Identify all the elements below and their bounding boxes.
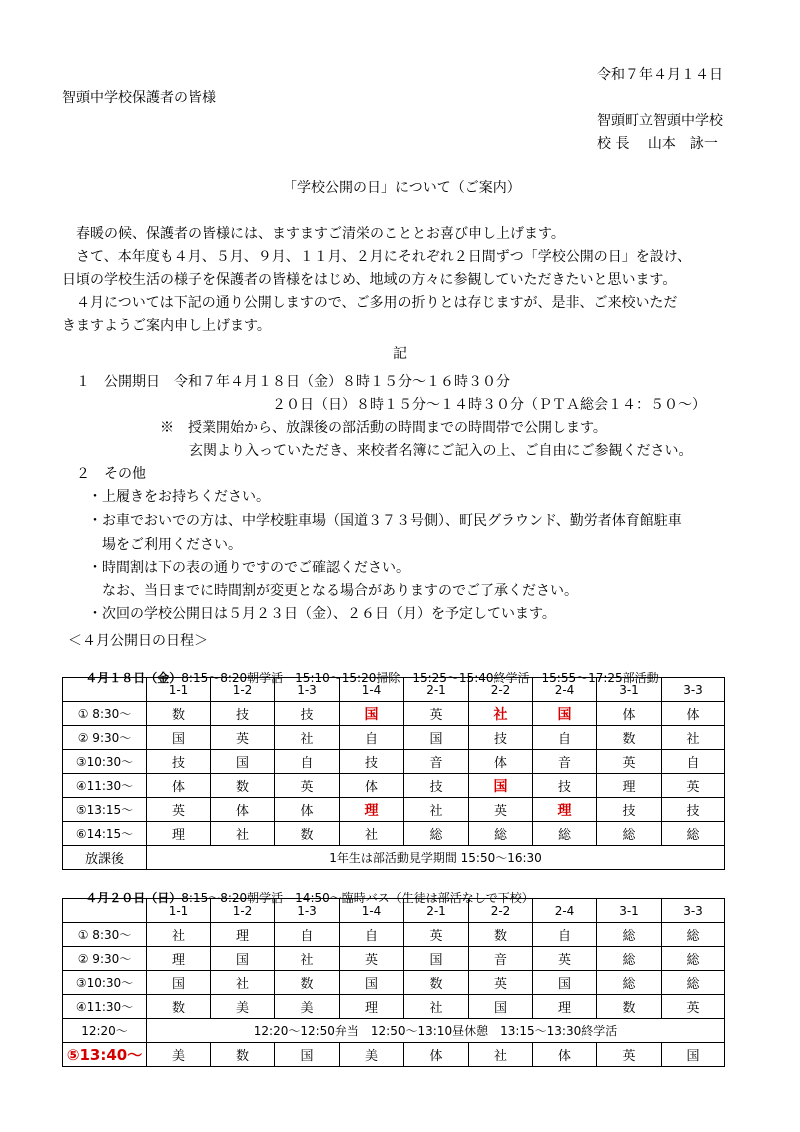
subject-cell: 国 [340, 971, 404, 995]
day1-schedule-table [62, 677, 725, 870]
subject-cell: 国 [340, 702, 404, 726]
subject-cell: 社 [404, 798, 469, 822]
last-period-row [63, 1043, 725, 1067]
subject-cell: 自 [533, 923, 597, 947]
corner-cell [63, 899, 147, 923]
subject-cell: 社 [211, 971, 275, 995]
subject-cell: 美 [340, 1043, 404, 1067]
subject-cell: 美 [211, 995, 275, 1019]
item2-line2: ・お車でおいでの方は、中学校駐車場（国道３７３号側）、町民グラウンド、勤労者体育館駐車 [88, 513, 682, 529]
table-row [63, 923, 725, 947]
subject-cell: 体 [275, 798, 340, 822]
subject-cell: 体 [597, 702, 662, 726]
subject-cell: 理 [340, 798, 404, 822]
item1-note1: ※ 授業開始から、放課後の部活動の時間までの時間帯で公開します。 [160, 420, 607, 436]
subject-cell: 数 [147, 995, 211, 1019]
item2-line3: 場をご利用ください。 [88, 537, 242, 553]
addressee: 智頭中学校保護者の皆様 [62, 90, 216, 106]
table-row [63, 726, 725, 750]
subject-cell: 数 [404, 971, 469, 995]
item2-line4: ・時間割は下の表の通りですのでご確認ください。 [88, 560, 410, 576]
subject-cell: 体 [147, 774, 211, 798]
subject-cell: 英 [597, 750, 662, 774]
day1-date: ４月１８日（金） [85, 671, 182, 685]
subject-cell: 技 [147, 750, 211, 774]
item2-line5: なお、当日までに時間割が変更となる場合がありますのでご了承ください。 [88, 583, 578, 599]
subject-cell: 技 [275, 702, 340, 726]
subject-cell: 技 [340, 750, 404, 774]
subject-cell: 体 [340, 774, 404, 798]
subject-cell: 社 [147, 923, 211, 947]
ki-mark: 記 [393, 346, 407, 362]
subject-cell: 社 [404, 995, 469, 1019]
subject-cell: 総 [597, 947, 662, 971]
class-header: 2-2 [469, 899, 533, 923]
table-header-row [63, 899, 725, 923]
subject-cell: 自 [340, 923, 404, 947]
item1-line2: ２０日（日）８時１５分～１４時３０分（ＰＴＡ総会１４：５０～） [272, 397, 706, 413]
subject-cell: 総 [662, 822, 725, 846]
subject-cell: 英 [469, 971, 533, 995]
subject-cell: 理 [597, 774, 662, 798]
subject-cell: 自 [533, 726, 597, 750]
class-header: 1-1 [147, 678, 211, 702]
subject-cell: 英 [340, 947, 404, 971]
period-label: ② 9:30～ [63, 947, 147, 971]
subject-cell: 英 [211, 726, 275, 750]
subject-cell: 英 [597, 1043, 662, 1067]
class-header: 1-3 [275, 678, 340, 702]
item2-heading: ２ その他 [76, 466, 146, 482]
subject-cell: 自 [340, 726, 404, 750]
subject-cell: 体 [211, 798, 275, 822]
subject-cell: 数 [275, 971, 340, 995]
subject-cell: 自 [275, 923, 340, 947]
table-row [63, 995, 725, 1019]
class-header: 3-3 [662, 678, 725, 702]
subject-cell: 技 [404, 774, 469, 798]
class-header: 2-4 [533, 899, 597, 923]
item1-line1: １ 公開期日 令和７年４月１８日（金）８時１５分～１６時３０分 [76, 374, 510, 390]
subject-cell: 音 [469, 947, 533, 971]
subject-cell: 技 [469, 726, 533, 750]
body-line-4: ４月については下記の通り公開しますので、ご多用の折りとは存じますが、是非、ご来校いただ [62, 295, 678, 311]
subject-cell: 英 [533, 947, 597, 971]
corner-cell [63, 678, 147, 702]
subject-cell: 国 [275, 1043, 340, 1067]
subject-cell: 自 [275, 750, 340, 774]
class-header: 2-2 [469, 678, 533, 702]
class-header: 3-1 [597, 678, 662, 702]
after-school-label: 放課後 [63, 846, 147, 870]
table-row [63, 822, 725, 846]
subject-cell: 技 [597, 798, 662, 822]
subject-cell: 国 [533, 702, 597, 726]
subject-cell: 総 [533, 822, 597, 846]
subject-cell: 国 [404, 726, 469, 750]
subject-cell: 数 [469, 923, 533, 947]
subject-cell: 総 [662, 947, 725, 971]
subject-cell: 総 [662, 971, 725, 995]
subject-cell: 英 [469, 798, 533, 822]
subject-cell: 美 [275, 995, 340, 1019]
class-header: 1-2 [211, 678, 275, 702]
subject-cell: 理 [147, 947, 211, 971]
after-school-text: 1年生は部活動見学期間 15:50～16:30 [147, 846, 725, 870]
subject-cell: 数 [147, 702, 211, 726]
subject-cell: 体 [533, 1043, 597, 1067]
subject-cell: 社 [469, 702, 533, 726]
subject-cell: 体 [404, 1043, 469, 1067]
item2-line6: ・次回の学校公開日は５月２３日（金）、２６日（月）を予定しています。 [88, 606, 556, 622]
table-header-row [63, 678, 725, 702]
class-header: 2-1 [404, 678, 469, 702]
subject-cell: 社 [662, 726, 725, 750]
subject-cell: 社 [340, 822, 404, 846]
subject-cell: 国 [662, 1043, 725, 1067]
table-row [63, 947, 725, 971]
period-label: ④11:30～ [63, 774, 147, 798]
subject-cell: 総 [597, 971, 662, 995]
subject-cell: 総 [469, 822, 533, 846]
body-line-3: 日頃の学校生活の様子を保護者の皆様をはじめ、地域の方々に参観していただきたいと思います。 [62, 272, 677, 288]
subject-cell: 国 [469, 774, 533, 798]
subject-cell: 技 [211, 702, 275, 726]
subject-cell: 音 [404, 750, 469, 774]
issue-date: 令和７年４月１４日 [597, 67, 723, 83]
subject-cell: 英 [404, 702, 469, 726]
subject-cell: 数 [275, 822, 340, 846]
subject-cell: 自 [662, 750, 725, 774]
class-header: 1-4 [340, 678, 404, 702]
subject-cell: 英 [404, 923, 469, 947]
subject-cell: 体 [662, 702, 725, 726]
subject-cell: 社 [275, 947, 340, 971]
period-label: ⑤13:15～ [63, 798, 147, 822]
subject-cell: 理 [340, 995, 404, 1019]
item2-line1: ・上履きをお持ちください。 [88, 489, 270, 505]
table-row [63, 774, 725, 798]
class-header: 3-1 [597, 899, 662, 923]
class-header: 2-4 [533, 678, 597, 702]
subject-cell: 英 [662, 774, 725, 798]
subject-cell: 理 [147, 822, 211, 846]
schedule-title: ＜４月公開日の日程＞ [68, 633, 208, 649]
subject-cell: 技 [533, 774, 597, 798]
subject-cell: 英 [662, 995, 725, 1019]
subject-cell: 国 [211, 750, 275, 774]
table-row [63, 971, 725, 995]
last-period-label: ⑤13:40～ [63, 1043, 147, 1067]
noon-row [63, 1019, 725, 1043]
subject-cell: 英 [147, 798, 211, 822]
table-row [63, 750, 725, 774]
subject-cell: 総 [662, 923, 725, 947]
sender-principal: 校 長 山本 詠一 [597, 136, 718, 152]
subject-cell: 理 [211, 923, 275, 947]
after-school-row [63, 846, 725, 870]
day1-summary: 8:15～8:20朝学活 15:10～15:20掃除 15:25～15:40終学活 15:55～17:25部活動 [181, 671, 659, 685]
subject-cell: 数 [597, 726, 662, 750]
period-label: ② 9:30～ [63, 726, 147, 750]
period-label: ① 8:30～ [63, 702, 147, 726]
class-header: 1-3 [275, 899, 340, 923]
period-label: ③10:30～ [63, 971, 147, 995]
subject-cell: 社 [469, 1043, 533, 1067]
subject-cell: 美 [147, 1043, 211, 1067]
body-line-2: さて、本年度も４月、５月、９月、１１月、２月にそれぞれ２日間ずつ「学校公開の日」を設け、 [62, 249, 692, 265]
period-label: ③10:30～ [63, 750, 147, 774]
subject-cell: 総 [597, 923, 662, 947]
noon-label: 12:20～ [63, 1019, 147, 1043]
subject-cell: 社 [275, 726, 340, 750]
class-header: 1-1 [147, 899, 211, 923]
subject-cell: 国 [533, 971, 597, 995]
subject-cell: 国 [147, 726, 211, 750]
subject-cell: 数 [211, 774, 275, 798]
subject-cell: 音 [533, 750, 597, 774]
subject-cell: 総 [597, 822, 662, 846]
item1-note2: 玄関より入っていただき、来校者名簿にご記入の上、ご自由にご参観ください。 [189, 443, 693, 459]
day2-date: ４月２０日（日） [85, 891, 182, 905]
body-line-5: きますようご案内申し上げます。 [62, 318, 271, 334]
document-title: 「学校公開の日」について（ご案内） [283, 180, 521, 196]
subject-cell: 理 [533, 995, 597, 1019]
subject-cell: 総 [404, 822, 469, 846]
table-row [63, 702, 725, 726]
subject-cell: 数 [597, 995, 662, 1019]
subject-cell: 国 [469, 995, 533, 1019]
noon-text: 12:20～12:50弁当 12:50～13:10昼休憩 13:15～13:30終学活 [147, 1019, 725, 1043]
body-line-1: 春暖の候、保護者の皆様には、ますますご清栄のこととお喜び申し上げます。 [62, 226, 565, 242]
subject-cell: 数 [211, 1043, 275, 1067]
period-label: ① 8:30～ [63, 923, 147, 947]
class-header: 3-3 [662, 899, 725, 923]
subject-cell: 英 [275, 774, 340, 798]
subject-cell: 理 [533, 798, 597, 822]
class-header: 1-4 [340, 899, 404, 923]
subject-cell: 国 [147, 971, 211, 995]
period-label: ⑥14:15～ [63, 822, 147, 846]
class-header: 1-2 [211, 899, 275, 923]
table-row [63, 798, 725, 822]
day2-summary: 8:15～8:20朝学活 14:50～臨時バス（生徒は部活なしで下校） [181, 891, 534, 905]
subject-cell: 国 [404, 947, 469, 971]
period-label: ④11:30～ [63, 995, 147, 1019]
subject-cell: 社 [211, 822, 275, 846]
subject-cell: 体 [469, 750, 533, 774]
subject-cell: 技 [662, 798, 725, 822]
sender-school: 智頭町立智頭中学校 [597, 113, 723, 129]
day2-schedule-table [62, 898, 725, 1067]
subject-cell: 国 [211, 947, 275, 971]
class-header: 2-1 [404, 899, 469, 923]
